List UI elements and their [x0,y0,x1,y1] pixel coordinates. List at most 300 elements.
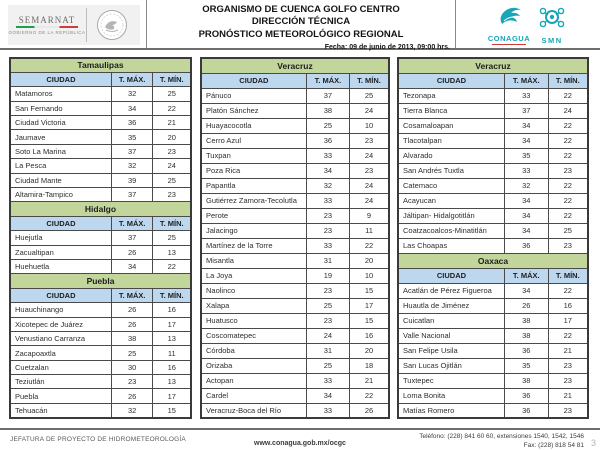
city-cell: Veracruz-Boca del Río [201,403,306,418]
header-divider-right [455,0,456,48]
footer-contact [419,433,584,450]
tmax-cell: 25 [306,118,349,133]
footer-url: www.conagua.gob.mx/ocgc [254,440,346,447]
conagua-underline [492,44,526,45]
table-row [201,373,389,388]
city-cell: Venustiano Carranza [10,331,111,345]
tmin-cell: 17 [153,317,191,331]
city-cell: La Pesca [10,159,111,173]
table-row [398,343,588,358]
city-cell: Jaumave [10,130,111,144]
city-cell: Cuicatlan [398,313,504,328]
table-row [10,403,191,417]
city-cell: Gutiérrez Zamora-Tecolutla [201,193,306,208]
tmin-cell: 11 [350,223,389,238]
tmin-cell: 13 [153,331,191,345]
table-row [398,178,588,193]
tmin-cell: 10 [350,268,389,283]
tmin-cell: 15 [153,403,191,417]
city-cell: Huatusco [201,313,306,328]
table-row [201,298,389,313]
city-cell: Cardel [201,388,306,403]
tmin-cell: 17 [350,298,389,313]
tmin-cell: 25 [153,87,191,101]
table-row [10,87,191,101]
tmin-cell: 24 [350,178,389,193]
table-row [201,343,389,358]
tmax-cell: 34 [306,163,349,178]
table-row [398,193,588,208]
tmin-column-header: T. MÍN. [153,72,191,86]
forecast-table-tamaulipas-hidalgo-puebla [9,57,192,419]
city-cell: Jáltipan- Hidalgotitlán [398,208,504,223]
city-cell: Ciudad Victoria [10,116,111,130]
tmin-cell: 20 [350,343,389,358]
tmax-cell: 34 [504,193,548,208]
conagua-wordmark: CONAGUA [487,34,531,43]
city-cell: Loma Bonita [398,388,504,403]
city-cell: Tlacotalpan [398,133,504,148]
tmax-cell: 26 [111,303,153,317]
tmax-cell: 26 [111,317,153,331]
tmin-cell: 16 [153,303,191,317]
forecast-column-2 [200,57,390,419]
smn-logo [538,5,566,45]
tmax-cell: 33 [504,88,548,103]
city-cell: Córdoba [201,343,306,358]
city-cell: Teziutlán [10,375,111,389]
tmax-column-header: T. MÁX. [111,216,153,230]
table-row [398,163,588,178]
tmax-column-header: T. MÁX. [306,73,349,88]
city-cell: Alvarado [398,148,504,163]
city-cell: Perote [201,208,306,223]
city-cell: Huauchinango [10,303,111,317]
city-cell: Papantla [201,178,306,193]
city-column-header: CIUDAD [10,72,111,86]
semarnat-subtitle: GOBIERNO DE LA REPÚBLICA [8,30,86,35]
tmin-cell: 22 [548,208,588,223]
table-row [10,159,191,173]
city-cell: San Lucas Ojitlán [398,358,504,373]
table-row [10,317,191,331]
tmax-cell: 33 [306,193,349,208]
city-cell: Matías Romero [398,403,504,418]
tmin-cell: 9 [350,208,389,223]
tmax-cell: 35 [504,148,548,163]
city-column-header: CIUDAD [398,73,504,88]
table-row [398,103,588,118]
table-row [10,188,191,202]
table-row [201,133,389,148]
conagua-wave-icon [494,5,524,29]
tmax-cell: 34 [504,223,548,238]
tmax-cell: 34 [504,208,548,223]
tmax-cell: 30 [111,360,153,374]
tmax-cell: 32 [111,159,153,173]
semarnat-logo [8,15,86,35]
city-cell: Cuetzalan [10,360,111,374]
tmax-cell: 34 [111,101,153,115]
table-row [398,118,588,133]
column-header-row [201,73,389,88]
page-number: 3 [590,438,596,448]
tmax-cell: 24 [306,328,349,343]
city-column-header: CIUDAD [201,73,306,88]
tmax-cell: 37 [306,88,349,103]
city-cell: Las Choapas [398,238,504,253]
tmin-cell: 25 [548,223,588,238]
tmax-cell: 36 [111,116,153,130]
city-cell: Huayacocotla [201,118,306,133]
table-row [398,148,588,163]
column-header-row [10,288,191,302]
forecast-column-1 [9,57,192,419]
column-header-row [398,268,588,283]
semarnat-tricolor-bar [16,26,78,28]
city-cell: Valle Nacional [398,328,504,343]
state-name: Puebla [10,274,191,288]
tmin-cell: 22 [548,193,588,208]
tmin-cell: 22 [548,328,588,343]
tmax-cell: 37 [111,144,153,158]
tmin-cell: 22 [153,101,191,115]
tmax-cell: 34 [306,388,349,403]
table-row [10,116,191,130]
tmax-cell: 36 [504,403,548,418]
city-cell: Tehuacán [10,403,111,417]
tmax-column-header: T. MÁX. [504,268,548,283]
city-cell: Matamoros [10,87,111,101]
footer-fax: Fax: (228) 818 54 81 [523,441,584,449]
semarnat-wordmark: SEMARNAT [18,15,76,25]
tmax-cell: 23 [111,375,153,389]
tmin-cell: 22 [548,88,588,103]
table-row [201,103,389,118]
table-row [398,388,588,403]
table-row [201,223,389,238]
tmin-cell: 26 [350,403,389,418]
state-name: Veracruz [201,58,389,73]
agency-logos-block [462,4,592,46]
tmin-cell: 18 [350,358,389,373]
tmax-cell: 19 [306,268,349,283]
tmin-column-header: T. MÍN. [350,73,389,88]
tmax-cell: 34 [504,283,548,298]
tmax-cell: 26 [111,389,153,403]
tmin-cell: 25 [153,173,191,187]
table-row [201,88,389,103]
tmax-cell: 32 [306,178,349,193]
tmax-cell: 31 [306,343,349,358]
column-header-row [10,216,191,230]
table-row [398,403,588,418]
tmin-cell: 11 [153,346,191,360]
tmin-cell: 15 [350,313,389,328]
city-column-header: CIUDAD [10,216,111,230]
city-cell: Platón Sánchez [201,103,306,118]
tmin-cell: 22 [350,238,389,253]
tmax-cell: 26 [504,298,548,313]
document-title-block [150,4,452,51]
tmin-cell: 13 [153,245,191,259]
state-section-header [201,58,389,73]
city-column-header: CIUDAD [10,288,111,302]
tmin-cell: 25 [153,231,191,245]
table-row [398,298,588,313]
tmax-cell: 36 [504,238,548,253]
tmax-cell: 31 [306,253,349,268]
tmax-cell: 32 [111,403,153,417]
tmin-cell: 23 [350,133,389,148]
tmin-cell: 23 [548,373,588,388]
tmax-cell: 33 [306,403,349,418]
tmax-cell: 38 [504,328,548,343]
tmin-cell: 24 [548,103,588,118]
tmin-cell: 22 [548,133,588,148]
table-row [201,283,389,298]
city-cell: Zacualtipan [10,245,111,259]
table-row [398,223,588,238]
footer-department: JEFATURA DE PROYECTO DE HIDROMETEOROLOGÍA [10,436,186,443]
table-row [10,259,191,273]
city-cell: Zacapoaxtla [10,346,111,360]
tmax-column-header: T. MÁX. [111,288,153,302]
semarnat-logo-block [8,5,140,45]
table-row [201,148,389,163]
table-row [201,163,389,178]
smn-spiral-icon [538,5,566,31]
tmax-cell: 34 [111,259,153,273]
conagua-logo [488,5,530,45]
city-cell: Tuxpan [201,148,306,163]
city-cell: San Fernando [10,101,111,115]
tmax-cell: 39 [111,173,153,187]
tmax-column-header: T. MÁX. [504,73,548,88]
tmin-cell: 22 [153,259,191,273]
tmin-cell: 22 [350,388,389,403]
table-row [10,375,191,389]
tmin-cell: 25 [350,88,389,103]
state-section-header [10,58,191,72]
tmin-cell: 22 [548,283,588,298]
tmax-cell: 34 [504,133,548,148]
table-row [10,130,191,144]
city-cell: Tezonapa [398,88,504,103]
tmax-cell: 38 [504,313,548,328]
tmin-cell: 23 [548,238,588,253]
tmin-cell: 21 [350,373,389,388]
city-cell: Acayucan [398,193,504,208]
forecast-table-veracruz-south-oaxaca [397,57,589,419]
city-cell: Tuxtepec [398,373,504,388]
table-row [201,403,389,418]
tmin-cell: 16 [350,328,389,343]
tmax-cell: 33 [306,238,349,253]
city-cell: La Joya [201,268,306,283]
city-cell: Cerro Azul [201,133,306,148]
city-cell: Coscomatepec [201,328,306,343]
city-cell: Poza Rica [201,163,306,178]
table-row [398,358,588,373]
tmin-cell: 23 [548,163,588,178]
city-cell: Huejutla [10,231,111,245]
table-row [10,389,191,403]
tmax-cell: 25 [306,298,349,313]
state-section-header [398,58,588,73]
tmin-cell: 17 [548,313,588,328]
tmin-cell: 23 [548,403,588,418]
state-section-header [10,202,191,216]
tmin-cell: 17 [153,389,191,403]
tmin-cell: 23 [548,358,588,373]
table-row [10,144,191,158]
header-divider-left [146,0,147,48]
tmax-cell: 35 [111,130,153,144]
table-row [398,133,588,148]
state-name: Veracruz [398,58,588,73]
tmax-cell: 26 [111,245,153,259]
forecast-column-3 [397,57,589,419]
tmin-column-header: T. MÍN. [153,288,191,302]
table-row [398,208,588,223]
tmax-cell: 36 [504,343,548,358]
report-date: Fecha: 09 de junio de 2013, 09:00 hrs. [324,44,450,52]
page-footer [0,428,600,450]
table-row [201,388,389,403]
table-row [201,253,389,268]
city-cell: Xicotepec de Juárez [10,317,111,331]
city-cell: San Felipe Usila [398,343,504,358]
table-row [10,360,191,374]
tmin-column-header: T. MÍN. [548,268,588,283]
tmax-cell: 38 [504,373,548,388]
tmin-cell: 23 [350,163,389,178]
table-row [10,245,191,259]
city-cell: Huehuetla [10,259,111,273]
city-cell: Altamira-Tampico [10,188,111,202]
tmin-cell: 24 [153,159,191,173]
tmin-cell: 10 [350,118,389,133]
table-row [201,193,389,208]
tmin-cell: 21 [548,343,588,358]
table-row [201,313,389,328]
tmin-cell: 21 [548,388,588,403]
table-row [201,268,389,283]
city-cell: Misantla [201,253,306,268]
tmax-cell: 38 [306,103,349,118]
title-line-1: ORGANISMO DE CUENCA GOLFO CENTRO [202,4,400,15]
forecast-table-veracruz-north [200,57,390,419]
city-cell: Jalacingo [201,223,306,238]
tmax-cell: 25 [306,358,349,373]
tmax-cell: 36 [306,133,349,148]
city-cell: Tierra Blanca [398,103,504,118]
state-name: Oaxaca [398,253,588,268]
tmin-column-header: T. MÍN. [153,216,191,230]
city-cell: Acatlán de Pérez Figueroa [398,283,504,298]
table-row [10,173,191,187]
tmax-cell: 32 [504,178,548,193]
tmin-cell: 22 [548,118,588,133]
tmin-cell: 22 [548,178,588,193]
tmin-cell: 23 [153,188,191,202]
page-header [0,0,600,50]
city-cell: Huautla de Jiménez [398,298,504,313]
state-section-header [10,274,191,288]
city-cell: San Andrés Tuxtla [398,163,504,178]
city-cell: Xalapa [201,298,306,313]
tmax-cell: 25 [111,346,153,360]
table-row [398,313,588,328]
table-row [201,328,389,343]
state-name: Tamaulipas [10,58,191,72]
tmax-cell: 33 [306,373,349,388]
tmin-cell: 22 [548,148,588,163]
mexico-eagle-seal-icon [86,8,137,42]
tmin-cell: 20 [350,253,389,268]
tmin-cell: 13 [153,375,191,389]
city-cell: Naolinco [201,283,306,298]
table-row [398,328,588,343]
table-row [201,178,389,193]
tmax-column-header: T. MÁX. [111,72,153,86]
table-row [398,373,588,388]
tmax-cell: 32 [111,87,153,101]
tmax-cell: 23 [306,313,349,328]
state-section-header [398,253,588,268]
city-cell: Soto La Marina [10,144,111,158]
city-column-header: CIUDAD [398,268,504,283]
tmin-cell: 24 [350,148,389,163]
city-cell: Coatzacoalcos-Minatitlán [398,223,504,238]
tmax-cell: 33 [504,163,548,178]
table-row [201,238,389,253]
tmin-cell: 24 [350,103,389,118]
tmax-cell: 37 [111,231,153,245]
footer-phone: Teléfono: (228) 841 60 60, extensiones 1540, 1542, 1546 [419,433,584,440]
tmin-cell: 15 [350,283,389,298]
title-line-2: DIRECCIÓN TÉCNICA [251,16,351,28]
state-name: Hidalgo [10,202,191,216]
tmin-cell: 20 [153,130,191,144]
smn-wordmark: SMN [541,36,563,45]
table-row [201,118,389,133]
tmax-cell: 23 [306,208,349,223]
tmin-cell: 21 [153,116,191,130]
table-row [398,238,588,253]
table-row [10,346,191,360]
tmax-cell: 33 [306,148,349,163]
city-cell: Catemaco [398,178,504,193]
city-cell: Cosamaloapan [398,118,504,133]
city-cell: Martínez de la Torre [201,238,306,253]
tmax-cell: 35 [504,358,548,373]
city-cell: Orizaba [201,358,306,373]
table-row [201,358,389,373]
tmin-cell: 23 [153,144,191,158]
city-cell: Actopan [201,373,306,388]
city-cell: Puebla [10,389,111,403]
table-row [398,88,588,103]
table-row [201,208,389,223]
city-cell: Pánuco [201,88,306,103]
tmin-cell: 24 [350,193,389,208]
table-row [10,331,191,345]
tmin-cell: 16 [153,360,191,374]
tmax-cell: 36 [504,388,548,403]
column-header-row [10,72,191,86]
